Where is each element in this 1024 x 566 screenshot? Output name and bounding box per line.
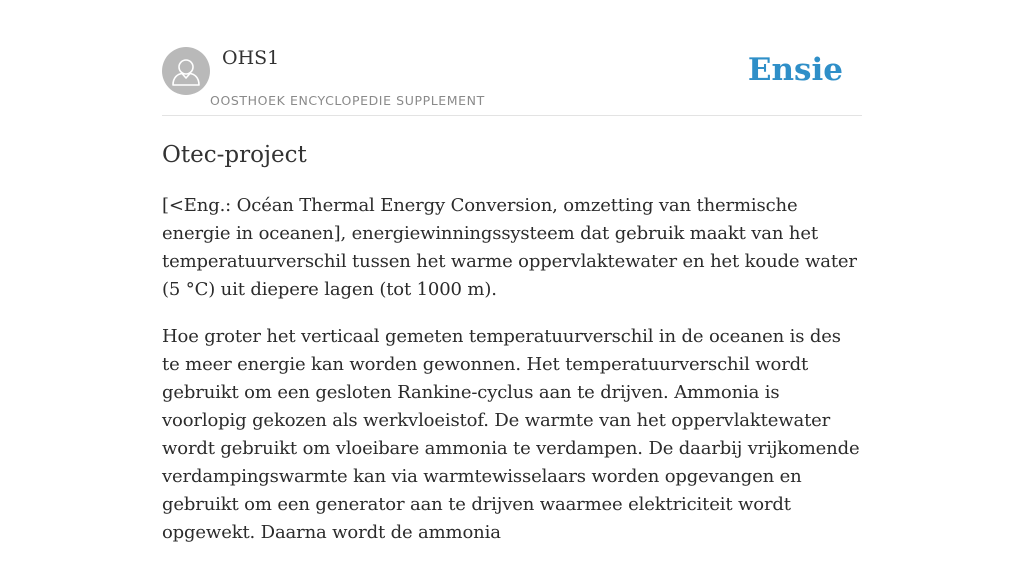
ensie-logo-link[interactable]: Ensie bbox=[747, 52, 843, 88]
article-paragraph-main: Hoe groter het verticaal gemeten temperatuurverschil in de oceanen is des te meer energie kan worden gewonnen. Het temperatuurverschil wordt gebruikt om een gesloten Rankine-cyclus aan te drijven. Ammonia is voorlopig gekozen als werkvloeistof. De warmte van het oppervlaktewater wordt gebruikt om vloeibare ammonia te verdampen. De daarbij vrijkomende verdampingswarmte kan via warmtewisselaars worden opgevangen en gebruikt om een generator aan te drijven waarmee elektriciteit wordt opgewekt. Daarna wordt de ammonia bbox=[162, 326, 860, 543]
source-code-link[interactable]: OHS1 bbox=[222, 47, 280, 69]
article-paragraph-intro: [<Eng.: Océan Thermal Energy Conversion, omzetting van thermische energie in oceanen], energiewinningssysteem dat gebruik maakt van het temperatuurverschil tussen het warme oppervlaktewater en het koude water (5 °C) uit diepere lagen (tot 1000 m). bbox=[162, 195, 857, 300]
user-icon bbox=[162, 47, 210, 95]
article-title: Otec-project bbox=[162, 142, 307, 168]
source-name: OOSTHOEK ENCYCLOPEDIE SUPPLEMENT bbox=[210, 93, 485, 108]
source-header bbox=[162, 0, 862, 116]
article-body bbox=[162, 192, 862, 566]
content-container bbox=[162, 0, 862, 543]
source-avatar[interactable] bbox=[162, 47, 210, 95]
